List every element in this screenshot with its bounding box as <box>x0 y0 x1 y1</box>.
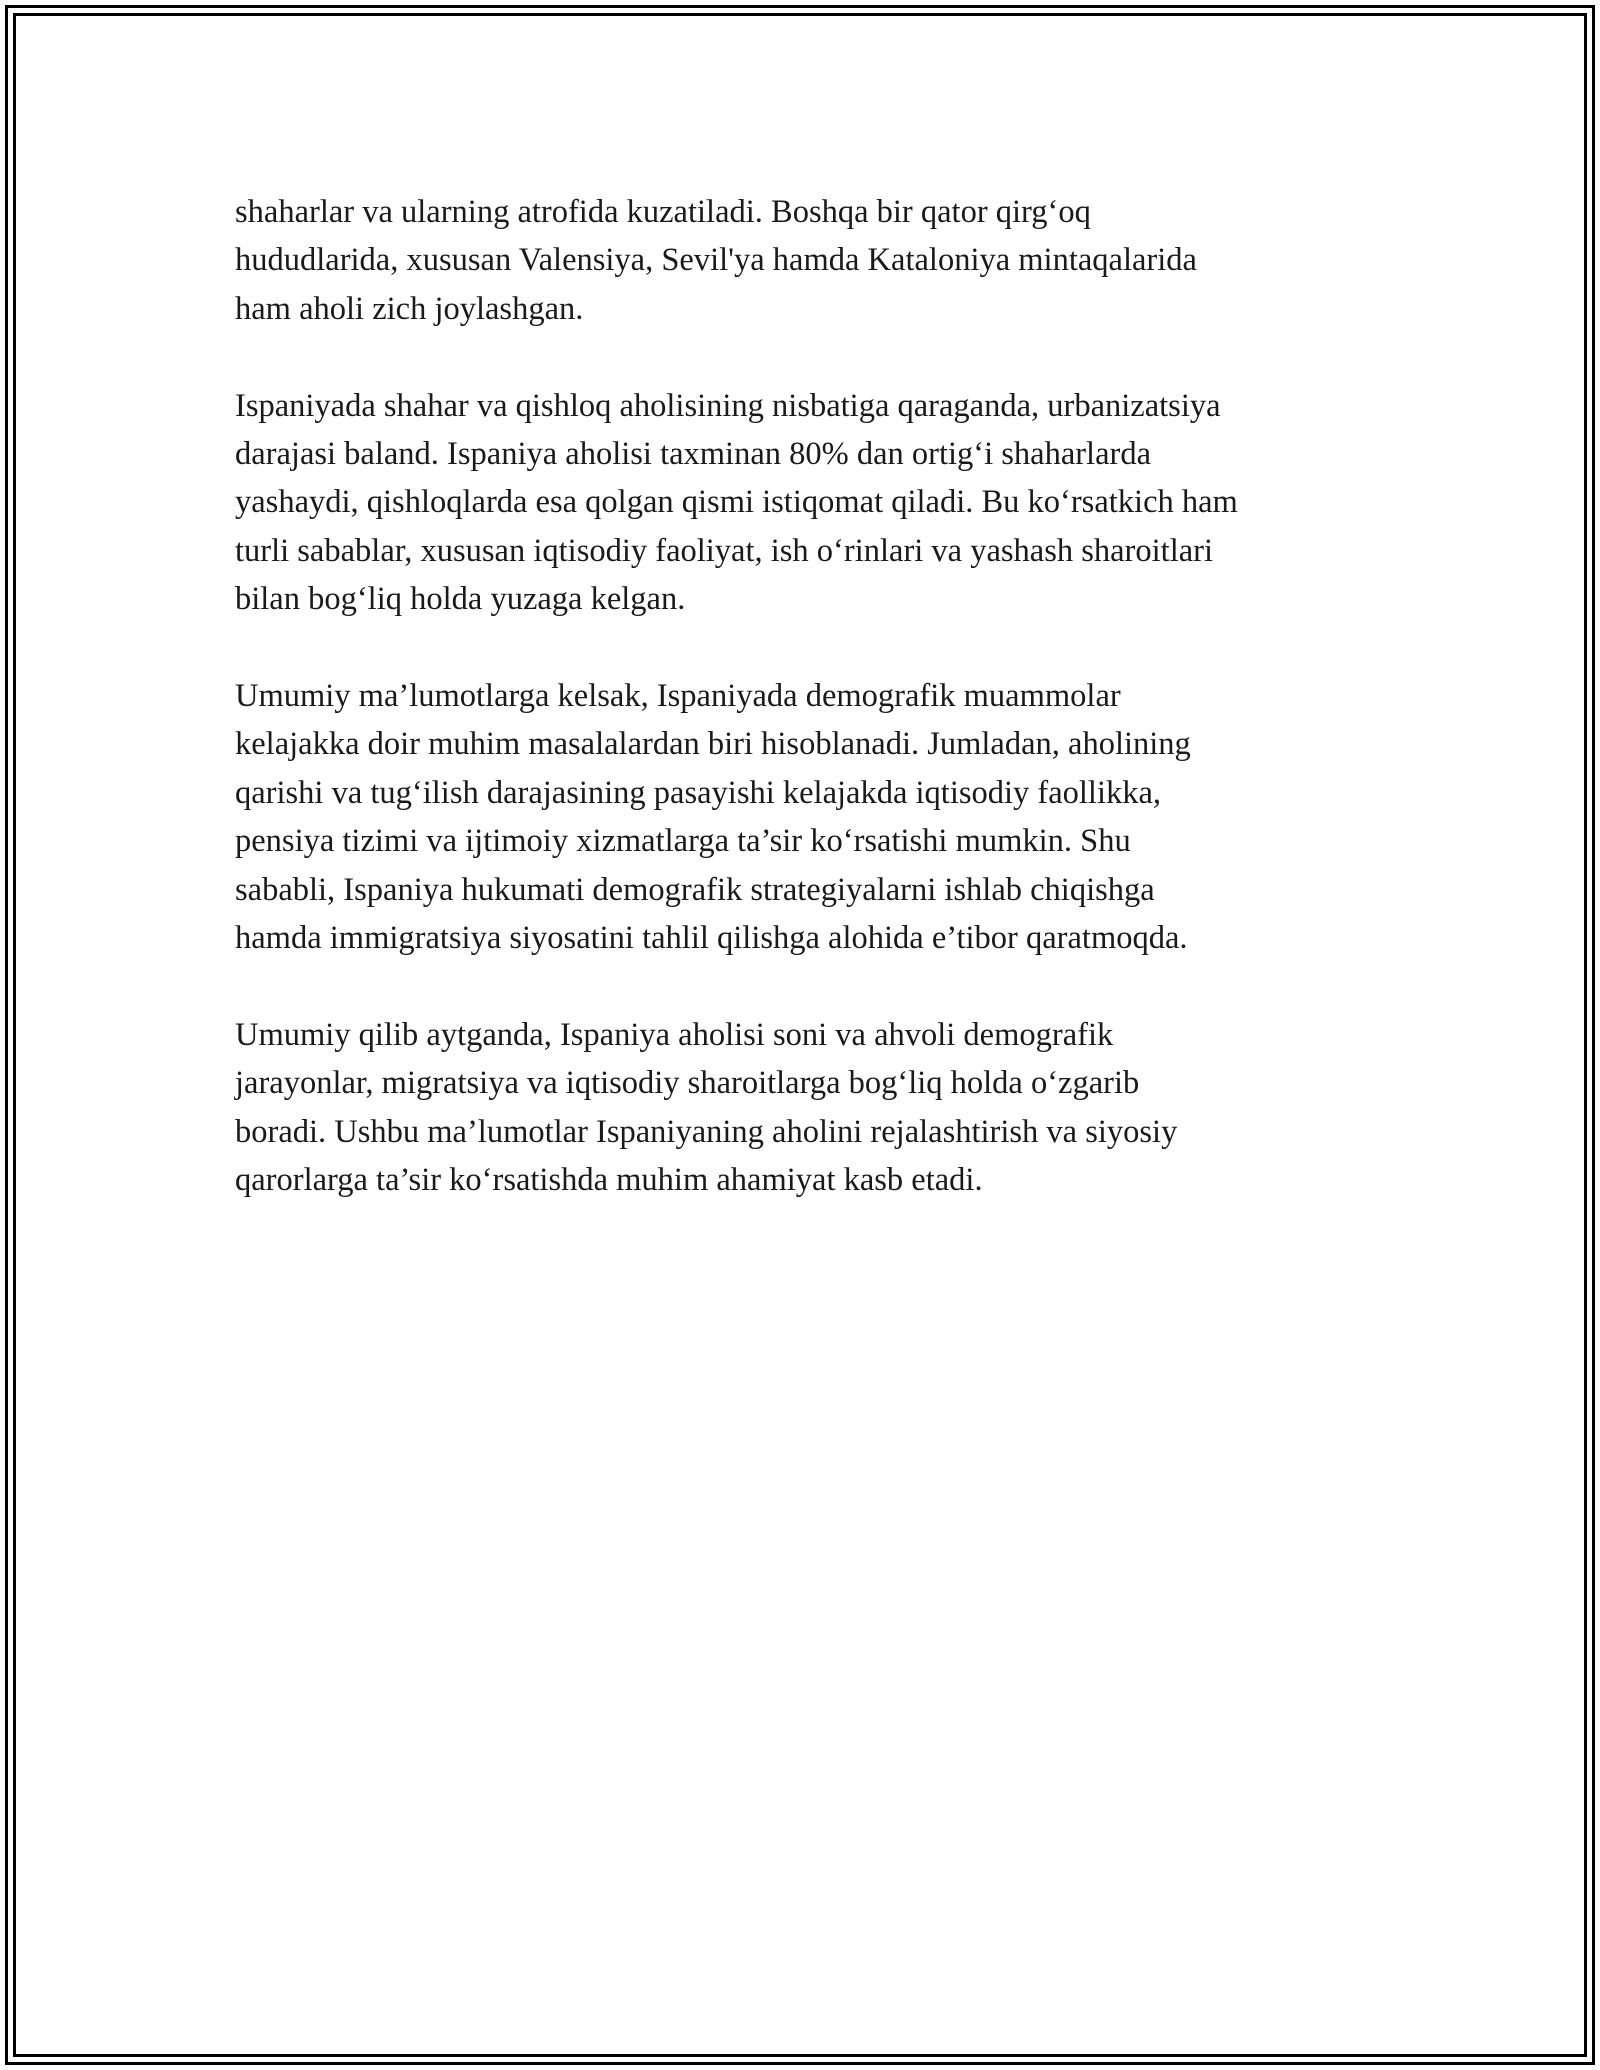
text-line: hamda immigratsiya siyosatini tahlil qilishga alohida e’tibor qaratmoqda. <box>235 920 1188 957</box>
text-line: boradi. Ushbu ma’lumotlar Ispaniyaning aholini rejalashtirish va siyosiy <box>235 1113 1178 1150</box>
text-line: turli sabablar, xususan iqtisodiy faoliyat, ish o‘rinlari va yashash sharoitlari <box>235 532 1213 569</box>
text-line: pensiya tizimi va ijtimoiy xizmatlarga ta’sir ko‘rsatishi mumkin. Shu <box>235 823 1131 860</box>
text-line: kelajakka doir muhim masalalardan biri hisoblanadi. Jumladan, aholining <box>235 726 1191 763</box>
document-body <box>235 188 1375 1253</box>
text-line: qarishi va tug‘ilish darajasining pasayishi kelajakda iqtisodiy faollikka, <box>235 774 1162 811</box>
text-line: bilan bog‘liq holda yuzaga kelgan. <box>235 581 686 618</box>
text-line: Umumiy ma’lumotlarga kelsak, Ispaniyada demografik muammolar <box>235 678 1121 715</box>
text-line: sababli, Ispaniya hukumati demografik strategiyalarni ishlab chiqishga <box>235 871 1155 908</box>
paragraph-2 <box>235 382 1375 624</box>
paragraph-1 <box>235 188 1375 333</box>
text-line: ham aholi zich joylashgan. <box>235 290 584 327</box>
text-line: shaharlar va ularning atrofida kuzatiladi. Boshqa bir qator qirg‘oq <box>235 194 1091 230</box>
text-line: jarayonlar, migratsiya va iqtisodiy sharoitlarga bog‘liq holda o‘zgarib <box>235 1065 1140 1102</box>
text-line: Ispaniyada shahar va qishloq aholisining nisbatiga qaraganda, urbanizatsiya <box>235 387 1221 424</box>
text-line: qarorlarga ta’sir ko‘rsatishda muhim ahamiyat kasb etadi. <box>235 1162 983 1199</box>
text-line: darajasi baland. Ispaniya aholisi taxminan 80% dan ortig‘i shaharlarda <box>235 436 1152 473</box>
paragraph-4 <box>235 1011 1375 1205</box>
text-line: hududlarida, xususan Valensiya, Sevil'ya hamda Kataloniya mintaqalarida <box>235 242 1197 279</box>
paragraph-3 <box>235 672 1375 962</box>
text-line: yashaydi, qishloqlarda esa qolgan qismi istiqomat qiladi. Bu ko‘rsatkich ham <box>235 484 1238 521</box>
text-line: Umumiy qilib aytganda, Ispaniya aholisi soni va ahvoli demografik <box>235 1016 1114 1053</box>
